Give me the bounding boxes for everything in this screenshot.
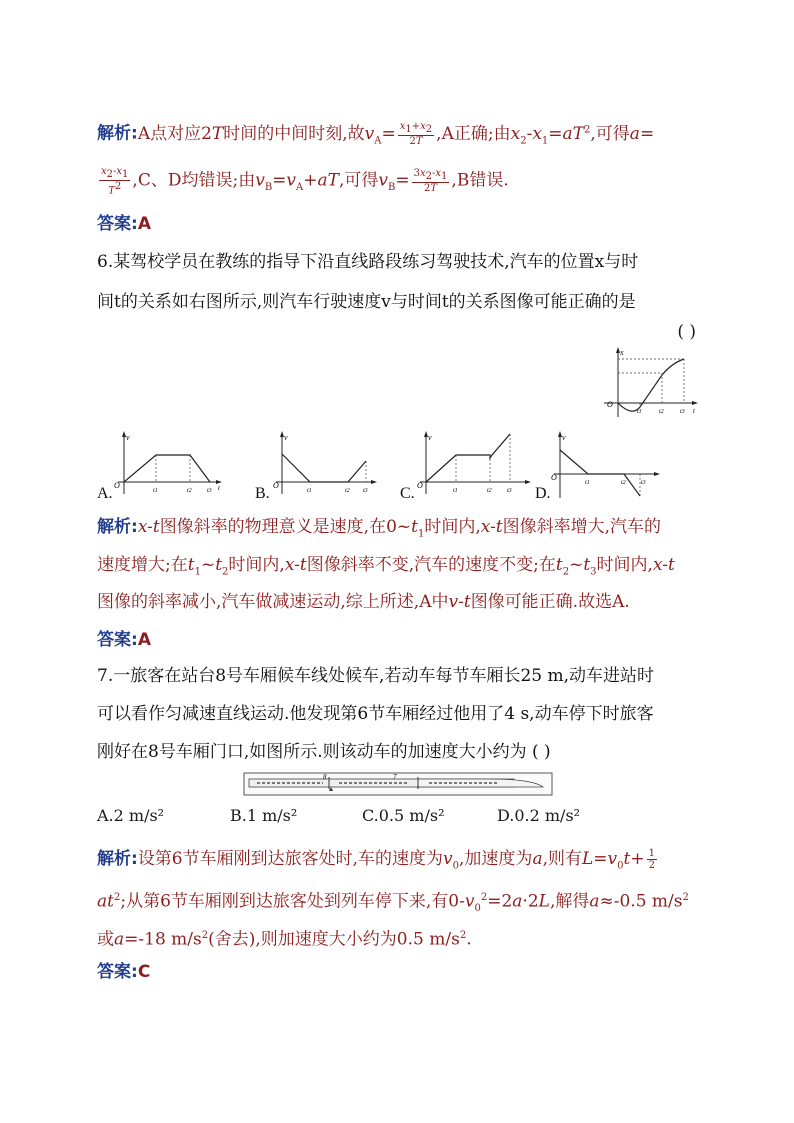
q6-xt-graph (600, 345, 700, 421)
q7-choice-b: B.1 m/s² (230, 806, 298, 825)
graph-b-t1: t1 (307, 488, 312, 494)
q6-analysis-line-1: 解析:x-t图像斜率的物理意义是速度,在$0\sim t_1$时间内,x-t图像斜率增大,汽车的 (97, 517, 662, 540)
q6-option-d-graph (548, 428, 663, 500)
graph-d-v-label: v (562, 433, 566, 442)
train-car-7-label: 7 (393, 773, 397, 781)
graph-b-t2: t2 (345, 488, 350, 494)
graph-c-v-label: v (428, 433, 432, 442)
graph-b-v-label: v (284, 433, 288, 442)
q7-train-figure (243, 771, 553, 797)
train-car-8-label: 8 (323, 773, 327, 781)
graph-d-t3: t3 (641, 480, 646, 486)
xt-t1-label: t1 (637, 409, 642, 415)
graph-b-t3: t3 (363, 488, 368, 494)
xt-t3-label: t3 (680, 409, 685, 415)
q6-stem-line-1: 6.某驾校学员在教练的指导下沿直线路段练习驾驶技术,汽车的位置x与时 (97, 252, 639, 272)
q7-answer: 答案:C (97, 962, 151, 982)
q7-stem-line-3: 刚好在8号车厢门口,如图所示.则该动车的加速度大小约为 ( ) (97, 742, 551, 762)
graph-a-t3: t3 (207, 488, 212, 494)
graph-d-t2: t2 (621, 480, 626, 486)
q6-option-a-graph (110, 428, 225, 498)
q5-answer: 答案:A (97, 214, 151, 234)
q6-stem-line-2: 间t的关系如右图所示,则汽车行驶速度v与时间t的关系图像可能正确的是 (97, 292, 636, 312)
graph-a-t2: t2 (187, 488, 192, 494)
q7-analysis-line-3: 或a=-18 $m/s^2$(舍去),则加速度大小约为0.5 $m/s^2$. (97, 929, 472, 950)
q5-analysis-line-2: $\frac{x_2-x_1}{T^2}$ ,C、D均错误;由$v_B=v_A+aT$,可得$v_B=$ $\frac{3x_2-x_1}{2T}$ ,B错误. (101, 166, 509, 197)
graph-d-origin: O (551, 473, 557, 482)
q7-stem-line-2: 可以看作匀减速直线运动.他发现第6节车厢经过他用了4 s,动车停下时旅客 (97, 704, 654, 724)
xt-origin-label: O (607, 400, 613, 409)
q5-analysis-line-1: 解析:A点对应2T时间的中间时刻,故$v_A=$ $\frac{x_1+x_2}{2T}$ ,A正确;由$x_2-x_1=aT^2$,可得a= (97, 121, 655, 148)
q6-option-b-label: B. (255, 485, 270, 502)
q6-answer: 答案:A (97, 630, 151, 650)
graph-b-origin: O (273, 481, 279, 490)
q5-analysis-text-1: A点对应2T时间的中间时刻,故$v_A=$ $\frac{x_1+x_2}{2T}$ ,A正确;由$x_2-x_1=aT^2$,可得a= (137, 121, 655, 148)
graph-c-origin: O (417, 481, 423, 490)
graph-d-t1: t1 (585, 480, 590, 486)
xt-x-label: x (620, 348, 624, 357)
q6-option-c-label: C. (400, 485, 415, 502)
graph-a-t-axis: t (218, 484, 220, 492)
xt-t2-label: t2 (659, 409, 664, 415)
q6-analysis-line-3: 图像的斜率减小,汽车做减速运动,综上所述,A中v-t图像可能正确.故选A. (97, 592, 630, 612)
q6-option-c-graph (414, 428, 534, 498)
q6-analysis-line-2: 速度增大;在$t_1\sim t_2$时间内,x-t图像斜率不变,汽车的速度不变;在$t_2\sim t_3$时间内,x-t (97, 555, 675, 578)
graph-a-v-label: v (126, 433, 130, 442)
xt-t-axis-label: t (693, 407, 695, 415)
graph-a-t1: t1 (153, 488, 158, 494)
graph-a-origin: O (114, 481, 120, 490)
q7-choice-c: C.0.5 m/s² (362, 806, 445, 825)
q7-analysis-line-2: $at^2$;从第6节车厢刚到达旅客处到列车停下来,有$0-v_0^2=2a\cdot 2L$,解得a≈-0.5 $m/s^2$ (97, 891, 689, 915)
q7-choice-a: A.2 m/s² (97, 806, 165, 825)
q7-choice-d: D.0.2 m/s² (497, 806, 581, 825)
q7-analysis-line-1: 解析:设第6节车厢刚到达旅客处时,车的速度为$v_0$,加速度为a,则有$L=v_0t+$ $\frac{1}{2}$ (97, 848, 655, 872)
q7-stem-line-1: 7.一旅客在站台8号车厢候车线处候车,若动车每节车厢长25 m,动车进站时 (97, 666, 654, 686)
q6-answer-bracket: ( ) (677, 322, 696, 342)
graph-c-t1: t1 (453, 488, 458, 494)
graph-c-t2: t2 (487, 488, 492, 494)
q6-option-b-graph (270, 428, 380, 498)
q6-option-d-label: D. (535, 485, 551, 502)
graph-c-t3: t3 (507, 488, 512, 494)
q6-option-a-label: A. (97, 485, 113, 502)
